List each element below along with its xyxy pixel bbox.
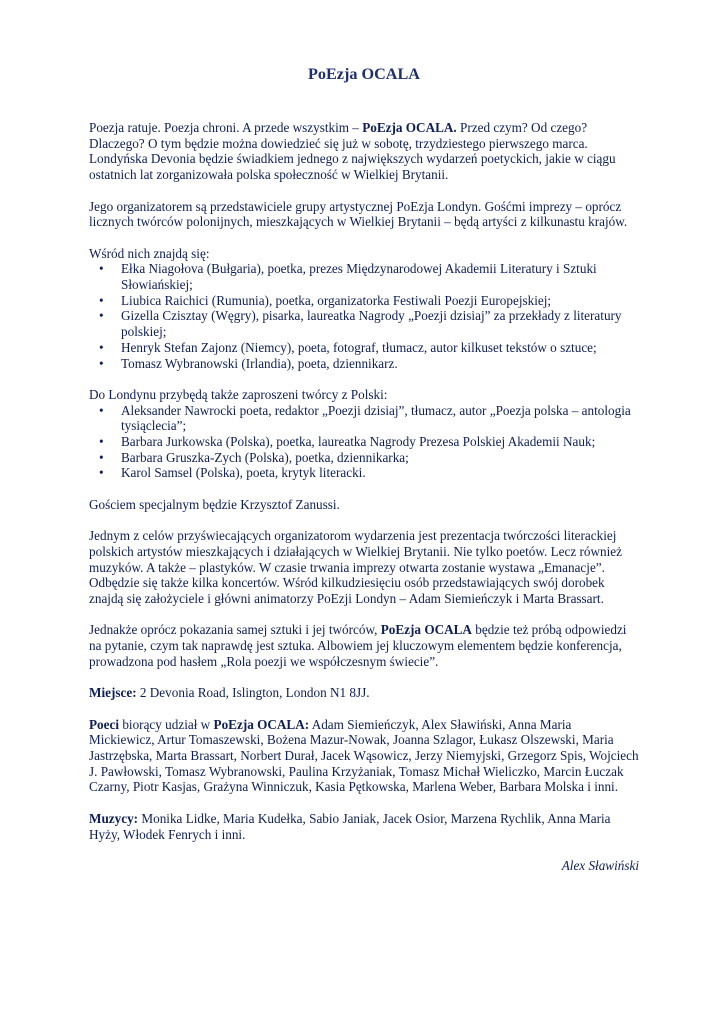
list-item-text: Liubica Raichici (Rumunia), poetka, organizatorka Festiwali Poezji Europejskiej; bbox=[121, 292, 552, 308]
organizers-paragraph: Jego organizatorem są przedstawiciele grupy artystycznej PoEzja Londyn. Gośćmi imprezy – oprócz licznych twórców polonijnych, mieszkających w Wielkiej Brytanii – będą artyści z kilkunastu krajów. bbox=[89, 198, 628, 230]
list-item-text: Barbara Gruszka-Zych (Polska), poetka, dziennikarka; bbox=[121, 449, 409, 465]
list-item-text: Ełka Niagołova (Bułgaria), poetka, prezes Międzynarodowej Akademii Literatury i Sztuki Słowiańskiej; bbox=[121, 261, 597, 292]
conference-text-c: będzie też próbą odpowiedzi na pytanie, czym tak naprawdę jest sztuka. Albowiem jej kluczowym elementem będzie konferencja, prowadzona pod hasłem „Rola poezji we współczesnym świecie”. bbox=[89, 622, 627, 669]
polish-guests-list bbox=[89, 403, 639, 482]
intro-text-c: Przed czym? Od czego? Dlaczego? O tym będzie można dowiedzieć się już w sobotę, trzydziestego pierwszego marca. Londyńska Devonia będzie świadkiem jednego z największych wydarzeń poetyckich, jakie w ciągu ostatnich lat zorganizowała polska społeczność w Wielkiej Brytanii. bbox=[89, 120, 616, 183]
goals-paragraph: Jednym z celów przyświecających organizatorom wydarzenia jest prezentacja twórczości literackiej polskich artystów mieszkających i działających w Wielkiej Brytanii. Nie tylko poetów. Lecz również muzyków. A także – plastyków. W czasie trwania imprezy otwarta zostanie wystawa „Emanacje”. Odbędzie się także kilka koncertów. Wśród kilkudziesięciu osób przedstawiających swój dorobek znajdą się założyciele i główni animatorzy PoEzji Londyn – Adam Siemieńczyk i Marta Brassart. bbox=[89, 528, 623, 607]
list-item bbox=[89, 293, 639, 309]
bullet-icon: • bbox=[99, 402, 104, 418]
foreign-guests-intro: Wśród nich znajdą się: bbox=[89, 245, 210, 261]
list-item bbox=[89, 403, 639, 434]
bullet-icon: • bbox=[99, 434, 104, 450]
bullet-icon: • bbox=[99, 449, 104, 465]
place-value: 2 Devonia Road, Islington, London N1 8JJ. bbox=[136, 685, 370, 701]
bullet-icon: • bbox=[99, 465, 104, 481]
bullet-icon: • bbox=[99, 308, 104, 324]
list-item bbox=[89, 434, 639, 450]
intro-text-a: Poezja ratuje. Poezja chroni. A przede wszystkim – bbox=[89, 120, 363, 135]
bullet-icon: • bbox=[99, 292, 104, 308]
list-item bbox=[89, 450, 639, 466]
poets-mid-text: biorący udział w bbox=[119, 716, 214, 732]
musicians-label: Muzycy: bbox=[89, 810, 139, 826]
musicians-list-text: Monika Lidke, Maria Kudełka, Sabio Janiak, Jacek Osior, Marzena Rychlik, Anna Maria Hyży, Włodek Fenrych i inni. bbox=[89, 810, 611, 842]
intro-event-name: PoEzja OCALA. bbox=[362, 120, 457, 135]
foreign-guests-list bbox=[89, 261, 639, 371]
poets-event-name: PoEzja OCALA: bbox=[213, 716, 310, 732]
list-item bbox=[89, 465, 639, 481]
list-item bbox=[89, 340, 639, 356]
conference-event-name: PoEzja OCALA bbox=[380, 622, 472, 638]
poets-paragraph bbox=[89, 717, 639, 796]
conference-text-a: Jednakże oprócz pokazania samej sztuki i jej twórców, bbox=[89, 622, 381, 638]
poets-label: Poeci bbox=[89, 716, 120, 732]
list-item-text: Henryk Stefan Zajonz (Niemcy), poeta, fotograf, tłumacz, autor kilkuset tekstów o sztuce; bbox=[121, 339, 597, 355]
poets-list-text: Adam Siemieńczyk, Alex Sławiński, Anna Maria Mickiewicz, Artur Tomaszewski, Bożena Mazur-Nowak, Joanna Szlagor, Łukasz Olszewski, Maria Jastrzębska, Marta Brassart, Norbert Durał, Jacek Wąsowicz, Jerzy Niemyjski, Grzegorz Spis, Wojciech J. Pawłowski, Tomasz Wybranowski, Paulina Krzyżaniak, Tomasz Michał Wieliczko, Marcin Łuczak Czarny, Piotr Kasjas, Grażyna Winniczuk, Kasia Pętkowska, Marlena Weber, Barbara Molska i inni. bbox=[89, 716, 639, 795]
bullet-icon: • bbox=[99, 355, 104, 371]
signature: Alex Sławiński bbox=[561, 857, 639, 873]
place-label: Miejsce: bbox=[89, 685, 137, 701]
intro-paragraph bbox=[89, 120, 639, 183]
musicians-paragraph bbox=[89, 811, 639, 842]
document-page bbox=[89, 64, 639, 889]
list-item-text: Karol Samsel (Polska), poeta, krytyk literacki. bbox=[121, 465, 366, 481]
page-title: PoEzja OCALA bbox=[308, 65, 420, 83]
polish-guests-intro: Do Londynu przybędą także zaproszeni twórcy z Polski: bbox=[89, 386, 388, 402]
list-item-text: Barbara Jurkowska (Polska), poetka, laureatka Nagrody Prezesa Polskiej Akademii Nauk; bbox=[121, 434, 596, 450]
list-item-text: Gizella Czisztay (Węgry), pisarka, laureatka Nagrody „Poezji dzisiaj” za przekłady z literatury polskiej; bbox=[121, 308, 622, 340]
list-item bbox=[89, 356, 639, 372]
list-item bbox=[89, 261, 639, 292]
conference-paragraph bbox=[89, 622, 639, 669]
bullet-icon: • bbox=[99, 261, 104, 277]
list-item-text: Tomasz Wybranowski (Irlandia), poeta, dziennikarz. bbox=[121, 355, 398, 371]
list-item-text: Aleksander Nawrocki poeta, redaktor „Poezji dzisiaj”, tłumacz, autor „Poezja polska – antologia tysiąclecia”; bbox=[121, 402, 631, 434]
place-paragraph bbox=[89, 685, 639, 701]
list-item bbox=[89, 308, 639, 339]
bullet-icon: • bbox=[99, 339, 104, 355]
special-guest-paragraph: Gościem specjalnym będzie Krzysztof Zanussi. bbox=[89, 496, 340, 512]
